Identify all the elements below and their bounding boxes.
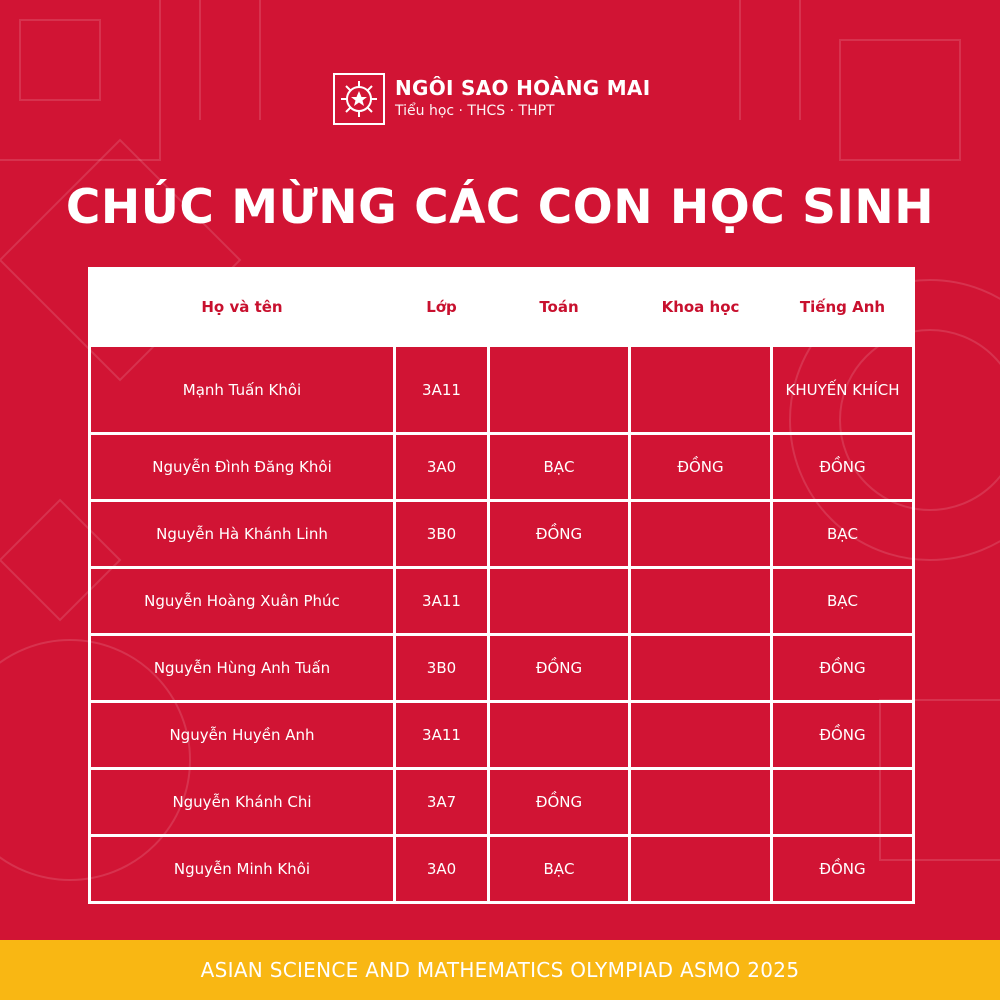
- header-name: Họ và tên: [90, 269, 395, 346]
- results-table-container: [88, 267, 912, 904]
- cell-english: KHUYẾN KHÍCH: [772, 346, 914, 434]
- cell-name: Nguyễn Khánh Chi: [90, 769, 395, 836]
- brand-logo: [333, 72, 650, 126]
- cell-name: Nguyễn Hoàng Xuân Phúc: [90, 568, 395, 635]
- cell-class: 3A11: [395, 568, 489, 635]
- table-row: [90, 568, 914, 635]
- cell-class: 3B0: [395, 635, 489, 702]
- header-english: Tiếng Anh: [772, 269, 914, 346]
- cell-math: BẠC: [489, 836, 630, 903]
- cell-name: Nguyễn Đình Đăng Khôi: [90, 434, 395, 501]
- cell-math: ĐỒNG: [489, 501, 630, 568]
- table-row: [90, 836, 914, 903]
- cell-science: [630, 568, 772, 635]
- header-science: Khoa học: [630, 269, 772, 346]
- cell-english: ĐỒNG: [772, 702, 914, 769]
- cell-science: [630, 702, 772, 769]
- footer-banner: ASIAN SCIENCE AND MATHEMATICS OLYMPIAD ASMO 2025: [0, 940, 1000, 1000]
- cell-name: Mạnh Tuấn Khôi: [90, 346, 395, 434]
- cell-english: BẠC: [772, 501, 914, 568]
- star-emblem-icon: [333, 73, 385, 125]
- table-row: [90, 501, 914, 568]
- cell-english: ĐỒNG: [772, 635, 914, 702]
- cell-math: [489, 346, 630, 434]
- cell-class: 3B0: [395, 501, 489, 568]
- cell-name: Nguyễn Huyền Anh: [90, 702, 395, 769]
- header-class: Lớp: [395, 269, 489, 346]
- cell-science: ĐỒNG: [630, 434, 772, 501]
- cell-science: [630, 836, 772, 903]
- cell-english: ĐỒNG: [772, 836, 914, 903]
- cell-class: 3A0: [395, 434, 489, 501]
- cell-name: Nguyễn Minh Khôi: [90, 836, 395, 903]
- cell-science: [630, 346, 772, 434]
- page-title: CHÚC MỪNG CÁC CON HỌC SINH: [65, 180, 935, 235]
- cell-name: Nguyễn Hà Khánh Linh: [90, 501, 395, 568]
- table-row: [90, 769, 914, 836]
- table-header-row: [90, 269, 914, 346]
- brand-tagline: Tiểu học · THCS · THPT: [395, 103, 555, 119]
- cell-science: [630, 769, 772, 836]
- cell-class: 3A11: [395, 346, 489, 434]
- cell-science: [630, 501, 772, 568]
- cell-english: [772, 769, 914, 836]
- table-row: [90, 635, 914, 702]
- cell-math: ĐỒNG: [489, 769, 630, 836]
- cell-english: BẠC: [772, 568, 914, 635]
- table-row: [90, 702, 914, 769]
- cell-math: [489, 702, 630, 769]
- cell-math: ĐỒNG: [489, 635, 630, 702]
- cell-english: ĐỒNG: [772, 434, 914, 501]
- header-math: Toán: [489, 269, 630, 346]
- cell-math: [489, 568, 630, 635]
- cell-class: 3A11: [395, 702, 489, 769]
- cell-math: BẠC: [489, 434, 630, 501]
- table-row: [90, 434, 914, 501]
- cell-class: 3A7: [395, 769, 489, 836]
- table-row: [90, 346, 914, 434]
- cell-class: 3A0: [395, 836, 489, 903]
- cell-name: Nguyễn Hùng Anh Tuấn: [90, 635, 395, 702]
- brand-name: NGÔI SAO HOÀNG MAI: [395, 76, 651, 100]
- results-table: [88, 267, 915, 904]
- cell-science: [630, 635, 772, 702]
